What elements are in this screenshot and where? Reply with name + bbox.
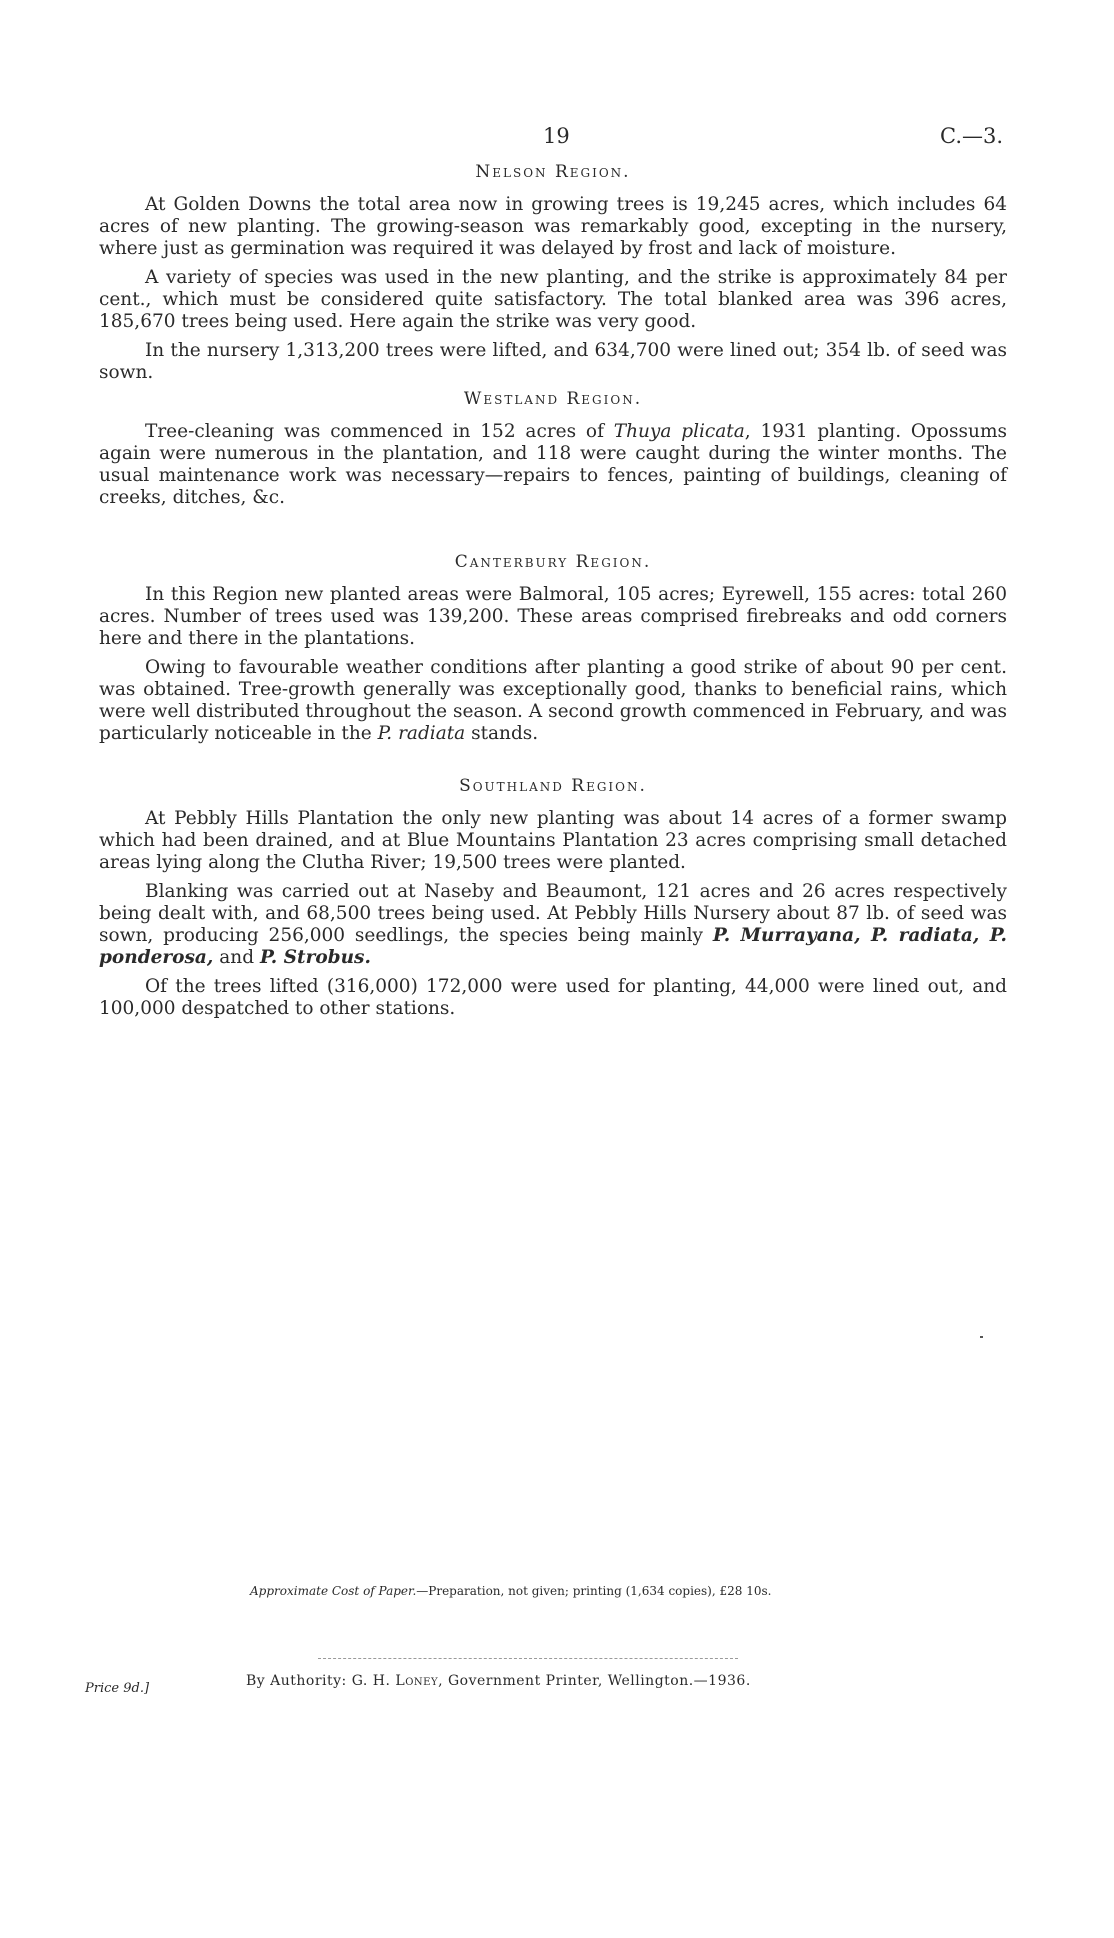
paragraph-text: Blanking was carried out at Naseby and Beaumont, 121 acres and 26 acres respectively being dealt with, and 68,500 trees being used. At Pebbly Hills Nursery about 87 lb. of seed was sown, producing 256,000 seedlings, the species being mainly (99, 881, 1007, 946)
section-heading: Westland Region. (463, 389, 643, 409)
section-canterbury (99, 552, 1007, 752)
section-westland (99, 389, 1007, 516)
paragraph (99, 881, 1007, 969)
species-name: P. Murrayana, P. radiata, P. ponderosa, (99, 925, 1007, 968)
paragraph: At Golden Downs the total area now in growing trees is 19,245 acres, which includes 64 acres of new planting. The growing-season was remarkably good, excepting in the nursery, where just as germination was required it was delayed by frost and lack of moisture. (99, 194, 1007, 259)
paragraph-text: Tree-cleaning was commenced in 152 acres of (145, 421, 614, 442)
cost-note-text: —Preparation, not given; printing (1,634 copies), £28 10s. (416, 1584, 772, 1598)
price-label: Price 9d.] (85, 1681, 150, 1696)
paragraph: In the nursery 1,313,200 trees were lifted, and 634,700 were lined out; 354 lb. of seed was sown. (99, 340, 1007, 383)
section-heading: Southland Region. (459, 776, 647, 796)
paragraph (99, 657, 1007, 745)
printer-name: Loney (395, 1673, 439, 1689)
paragraph: Of the trees lifted (316,000) 172,000 were used for planting, 44,000 were lined out, and 100,000 despatched to other stations. (99, 976, 1007, 1019)
document-code: C.—3. (940, 124, 1004, 148)
paragraph-text: Owing to favourable weather conditions after planting a good strike of about 90 per cent. was obtained. Tree-growth generally was exceptionally good, thanks to beneficial rains, which were well distributed throughout the season. A second growth commenced in February, and was particularly noticeable in the (99, 657, 1007, 744)
species-name: P. radiata (377, 723, 466, 744)
species-name: Thuya plicata (613, 421, 745, 442)
species-name: P. Strobus. (259, 947, 371, 968)
paragraph: A variety of species was used in the new planting, and the strike is approximately 84 per cent., which must be considered quite satisfactory. The total blanked area was 396 acres, 185,670 trees being used. Here again the strike was very good. (99, 267, 1007, 332)
section-heading: Canterbury Region. (454, 552, 652, 572)
section-southland (99, 776, 1007, 1027)
printer-imprint (246, 1673, 846, 1689)
paragraph (99, 421, 1007, 509)
section-heading: Nelson Region. (475, 162, 631, 182)
cost-note (250, 1584, 900, 1598)
paragraph-text: , 1931 planting. Opossums again were numerous in the plantation, and 118 were caught during the winter months. The usual maintenance work was necessary—repairs to fences, painting of buildings, cleaning of creeks, ditches, &c. (99, 421, 1007, 508)
paragraph: In this Region new planted areas were Balmoral, 105 acres; Eyrewell, 155 acres: total 260 acres. Number of trees used was 139,200. These areas comprised firebreaks and odd corners here and there in the plantations. (99, 584, 1007, 649)
page-number: 19 (543, 124, 570, 148)
paragraph-text: stands. (465, 723, 539, 744)
divider (318, 1658, 738, 1659)
section-nelson (99, 162, 1007, 391)
imprint-tail: , Government Printer, Wellington.—1936. (438, 1673, 751, 1689)
imprint-lead: By Authority: G. H. (246, 1673, 396, 1689)
print-speck (980, 1336, 983, 1338)
paragraph-text: and (213, 947, 260, 968)
page-header (0, 124, 1114, 154)
cost-note-lead: Approximate Cost of Paper. (250, 1584, 417, 1598)
paragraph: At Pebbly Hills Plantation the only new planting was about 14 acres of a former swamp which had been drained, and at Blue Mountains Plantation 23 acres comprising small detached areas lying along the Clutha River; 19,500 trees were planted. (99, 808, 1007, 873)
